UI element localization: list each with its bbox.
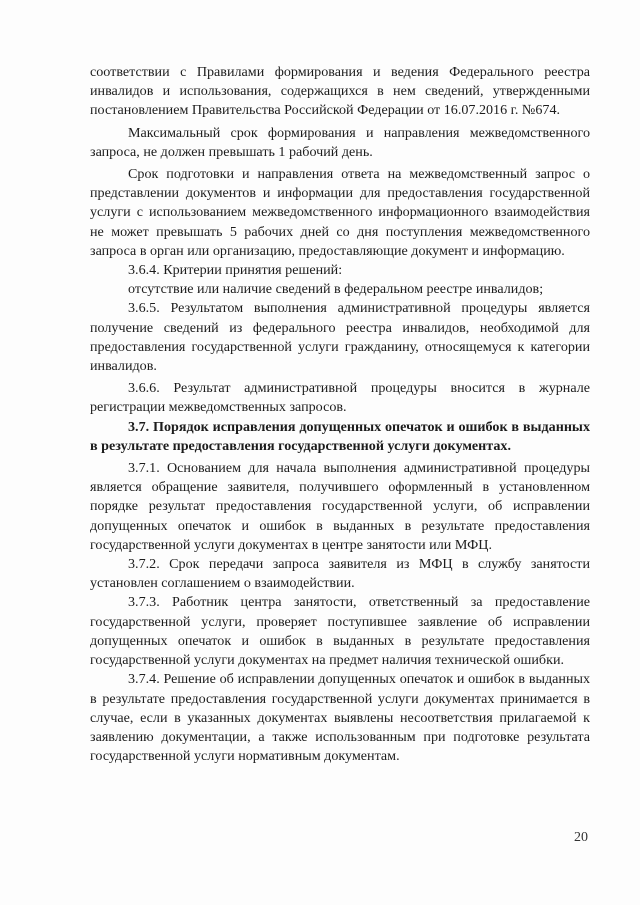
paragraph-max-term: Максимальный срок формирования и направления межведомственного запроса, не должен превышать 1 рабочий день. [90, 124, 590, 160]
paragraph-3-7-1: 3.7.1. Основанием для начала выполнения административной процедуры является обращение заявителя, получившего оформленный в установленном порядке результат предоставления государственной услуги, об исправлении допущенных опечаток и ошибок в выданных в результате предоставления государственной услуги документах в центре занятости или МФЦ. [90, 460, 590, 553]
paragraph-3-7-2: 3.7.2. Срок передачи запроса заявителя из МФЦ в службу занятости установлен соглашением о взаимодействии. [90, 556, 590, 592]
paragraph-3-6-6: 3.6.6. Результат административной процедуры вносится в журнале регистрации межведомственных запросов. [90, 380, 590, 416]
paragraph-response-term: Срок подготовки и направления ответа на межведомственный запрос о представлении документов и информации для предоставления государственной услуги с использованием межведомственного информационного взаимодействия не может превышать 5 рабочих дней со дня поступления межведомственного запроса в орган или организацию, предоставляющие документ и информацию. [90, 166, 590, 259]
paragraph-3-6-4: 3.6.4. Критерии принятия решений: [128, 262, 343, 279]
paragraph-criteria: отсутствие или наличие сведений в федеральном реестре инвалидов; [128, 281, 544, 298]
section-heading-3-7: 3.7. Порядок исправления допущенных опечаток и ошибок в выданных в результате предоставления государственной услуги документах. [90, 418, 590, 454]
paragraph-3-7-3: 3.7.3. Работник центра занятости, ответственный за предоставление государственной услуги, проверяет поступившее заявление об исправлении допущенных опечаток и ошибок в выданных в результате предоставления государственной услуги документах на предмет наличия технической ошибки. [90, 594, 590, 669]
paragraph-3-7-4: 3.7.4. Решение об исправлении допущенных опечаток и ошибок в выданных в результате предоставления государственной услуги документах принимается в случае, если в указанных документах выявлены несоответствия прилагаемой к заявлению документации, а также использованным при подготовке результата государственной услуги нормативным документам. [90, 671, 590, 765]
paragraph-continuation: соответствии с Правилами формирования и ведения Федерального реестра инвалидов и использования, содержащихся в нем сведений, утвержденными постановлением Правительства Российской Федерации от 16.07.2016 г. №674. [90, 64, 590, 119]
page-number: 20 [574, 830, 588, 845]
paragraph-3-6-5: 3.6.5. Результатом выполнения административной процедуры является получение сведений из федерального реестра инвалидов, необходимой для предоставления государственной услуги гражданину, относящемуся к категории инвалидов. [90, 300, 590, 375]
document-body [90, 63, 590, 766]
